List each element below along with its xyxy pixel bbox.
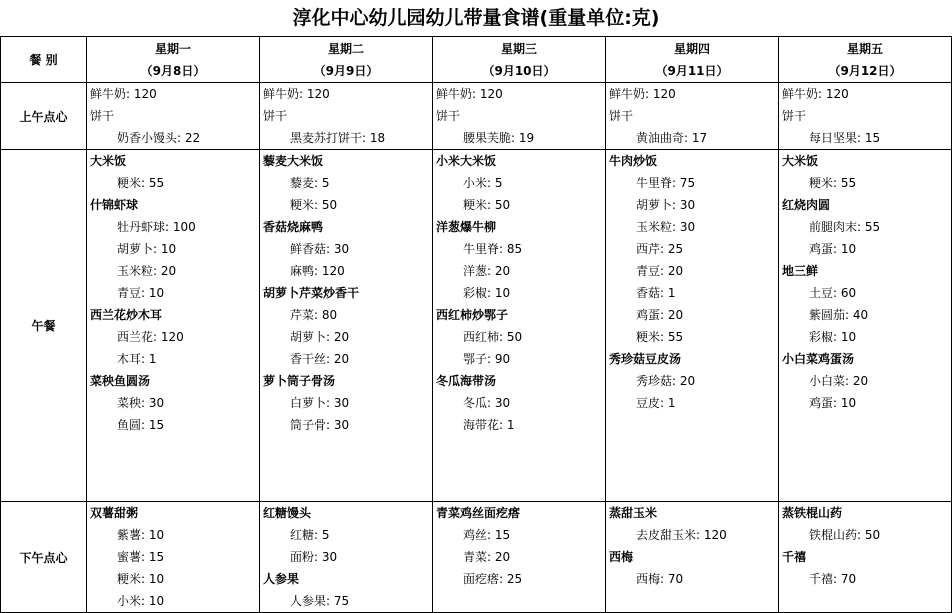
ingredient-line: 西梅: 70 [636,572,684,586]
ingredient-line: 玉米粒: 30 [636,220,696,234]
dish-name: 蒸甜玉米 [609,506,658,520]
ingredient-line: 粳米: 55 [809,176,857,190]
ingredient-line: 彩椒: 10 [463,286,511,300]
dish-name: 小白菜鸡蛋汤 [782,352,855,366]
ingredient-line: 铁棍山药: 50 [809,528,881,542]
ingredient-line: 香菇: 1 [636,286,676,300]
ingredient-line: 粳米: 50 [290,198,338,212]
ingredient-line: 粳米: 50 [463,198,511,212]
day-date: （9月9日） [313,63,379,78]
ingredient-line: 小白菜: 20 [809,374,869,388]
day-date: （9月11日） [655,63,729,78]
dish-name: 大米饭 [90,154,127,168]
ingredient-line: 紫圆茄: 40 [809,308,869,322]
menu-cell [779,150,952,502]
day-name: 星期三 [500,41,537,56]
dish-name: 蒸铁棍山药 [782,506,843,520]
dish-name: 千禧 [782,550,807,564]
dish-name: 胡萝卜芹菜炒香干 [263,286,360,300]
ingredient-line: 蜜薯: 15 [117,550,165,564]
menu-line: 鲜牛奶: 120 [609,87,676,101]
ingredient-line: 香干丝: 20 [290,352,350,366]
ingredient-line: 土豆: 60 [809,286,857,300]
ingredient-line: 牡丹虾球: 100 [117,220,196,234]
ingredient-line: 前腿肉末: 55 [809,220,881,234]
menu-line: 饼干 [263,109,288,123]
day-header-wed [433,37,606,83]
meal-label: 下午点心 [1,502,87,613]
ingredient-line: 胡萝卜: 10 [117,242,177,256]
header-row [1,37,952,83]
ingredient-line: 千禧: 70 [809,572,857,586]
ingredient-line: 黑麦苏打饼干: 18 [290,131,386,145]
dish-name: 双薯甜粥 [90,506,139,520]
menu-cell [433,502,606,613]
menu-cell [779,502,952,613]
ingredient-line: 秀珍菇: 20 [636,374,696,388]
ingredient-line: 腰果芙脆: 19 [463,131,535,145]
ingredient-line: 玉米粒: 20 [117,264,177,278]
dish-name: 洋葱爆牛柳 [436,220,497,234]
day-header-thu [606,37,779,83]
dish-name: 菜秧鱼圆汤 [90,374,151,388]
ingredient-line: 筒子骨: 30 [290,418,350,432]
menu-cell [606,83,779,150]
menu-cell [606,150,779,502]
dish-name: 青菜鸡丝面疙瘩 [436,506,521,520]
meal-row-morning-snack [1,83,952,150]
ingredient-line: 奶香小馒头: 22 [117,131,201,145]
ingredient-line: 彩椒: 10 [809,330,857,344]
ingredient-line: 小米: 10 [117,594,165,608]
dish-name: 什锦虾球 [90,198,139,212]
menu-cell [606,502,779,613]
day-header-tue [260,37,433,83]
dish-name: 牛肉炒饭 [609,154,658,168]
day-date: （9月12日） [828,63,902,78]
menu-cell [433,83,606,150]
dish-name: 西兰花炒木耳 [90,308,163,322]
day-date: （9月8日） [140,63,206,78]
ingredient-line: 粳米: 10 [117,572,165,586]
dish-name: 红烧肉圆 [782,198,831,212]
day-name: 星期五 [846,41,883,56]
menu-line: 鲜牛奶: 120 [90,87,157,101]
menu-cell [87,83,260,150]
dish-name: 西红柿炒鄂子 [436,308,509,322]
menu-cell [87,150,260,502]
ingredient-line: 胡萝卜: 30 [636,198,696,212]
dish-name: 人参果 [263,572,300,586]
ingredient-line: 鸡丝: 15 [463,528,511,542]
ingredient-line: 青豆: 20 [636,264,684,278]
dish-name: 藜麦大米饭 [263,154,324,168]
meal-row-lunch [1,150,952,502]
menu-line: 饼干 [609,109,634,123]
ingredient-line: 青豆: 10 [117,286,165,300]
ingredient-line: 洋葱: 20 [463,264,511,278]
ingredient-line: 去皮甜玉米: 120 [636,528,727,542]
menu-cell [260,502,433,613]
menu-line: 饼干 [436,109,461,123]
ingredient-line: 面粉: 30 [290,550,338,564]
dish-name: 红糖馒头 [263,506,312,520]
dish-name: 小米大米饭 [436,154,497,168]
dish-name: 秀珍菇豆皮汤 [609,352,682,366]
menu-line: 鲜牛奶: 120 [782,87,849,101]
menu-line: 鲜牛奶: 120 [436,87,503,101]
ingredient-line: 每日坚果: 15 [809,131,881,145]
ingredient-line: 粳米: 55 [636,330,684,344]
ingredient-line: 人参果: 75 [290,594,350,608]
dish-name: 地三鲜 [782,264,819,278]
ingredient-line: 胡萝卜: 20 [290,330,350,344]
ingredient-line: 藜麦: 5 [290,176,330,190]
meal-label: 午餐 [1,150,87,502]
day-name: 星期四 [673,41,710,56]
day-name: 星期一 [154,41,191,56]
meal-label: 上午点心 [1,83,87,150]
page-title: 淳化中心幼儿园幼儿带量食谱(重量单位:克) [292,7,660,29]
ingredient-line: 白萝卜: 30 [290,396,350,410]
ingredient-line: 鸡蛋: 10 [809,242,857,256]
meal-type-header: 餐 别 [1,37,87,83]
menu-cell [779,83,952,150]
ingredient-line: 小米: 5 [463,176,503,190]
menu-cell [87,502,260,613]
ingredient-line: 鸡蛋: 20 [636,308,684,322]
ingredient-line: 西芹: 25 [636,242,684,256]
meal-row-afternoon-snack [1,502,952,613]
ingredient-line: 黄油曲奇: 17 [636,131,708,145]
dish-name: 萝卜筒子骨汤 [263,374,336,388]
ingredient-line: 鲜香菇: 30 [290,242,350,256]
menu-cell [260,83,433,150]
ingredient-line: 牛里脊: 85 [463,242,523,256]
ingredient-line: 海带花: 1 [463,418,515,432]
ingredient-line: 鄂子: 90 [463,352,511,366]
menu-cell [433,150,606,502]
dish-name: 香菇烧麻鸭 [263,220,324,234]
ingredient-line: 豆皮: 1 [636,396,676,410]
ingredient-line: 芹菜: 80 [290,308,338,322]
ingredient-line: 西兰花: 120 [117,330,184,344]
menu-line: 饼干 [782,109,807,123]
menu-table [0,36,952,613]
ingredient-line: 菜秧: 30 [117,396,165,410]
ingredient-line: 紫薯: 10 [117,528,165,542]
ingredient-line: 西红柿: 50 [463,330,523,344]
ingredient-line: 木耳: 1 [117,352,157,366]
menu-line: 饼干 [90,109,115,123]
ingredient-line: 粳米: 55 [117,176,165,190]
day-date: （9月10日） [482,63,556,78]
ingredient-line: 冬瓜: 30 [463,396,511,410]
menu-line: 鲜牛奶: 120 [263,87,330,101]
menu-cell [260,150,433,502]
ingredient-line: 面疙瘩: 25 [463,572,523,586]
ingredient-line: 红糖: 5 [290,528,330,542]
ingredient-line: 鱼圆: 15 [117,418,165,432]
day-header-mon [87,37,260,83]
dish-name: 西梅 [609,550,634,564]
ingredient-line: 青菜: 20 [463,550,511,564]
dish-name: 大米饭 [782,154,819,168]
day-header-fri [779,37,952,83]
ingredient-line: 牛里脊: 75 [636,176,696,190]
day-name: 星期二 [327,41,364,56]
dish-name: 冬瓜海带汤 [436,374,497,388]
ingredient-line: 麻鸭: 120 [290,264,345,278]
ingredient-line: 鸡蛋: 10 [809,396,857,410]
